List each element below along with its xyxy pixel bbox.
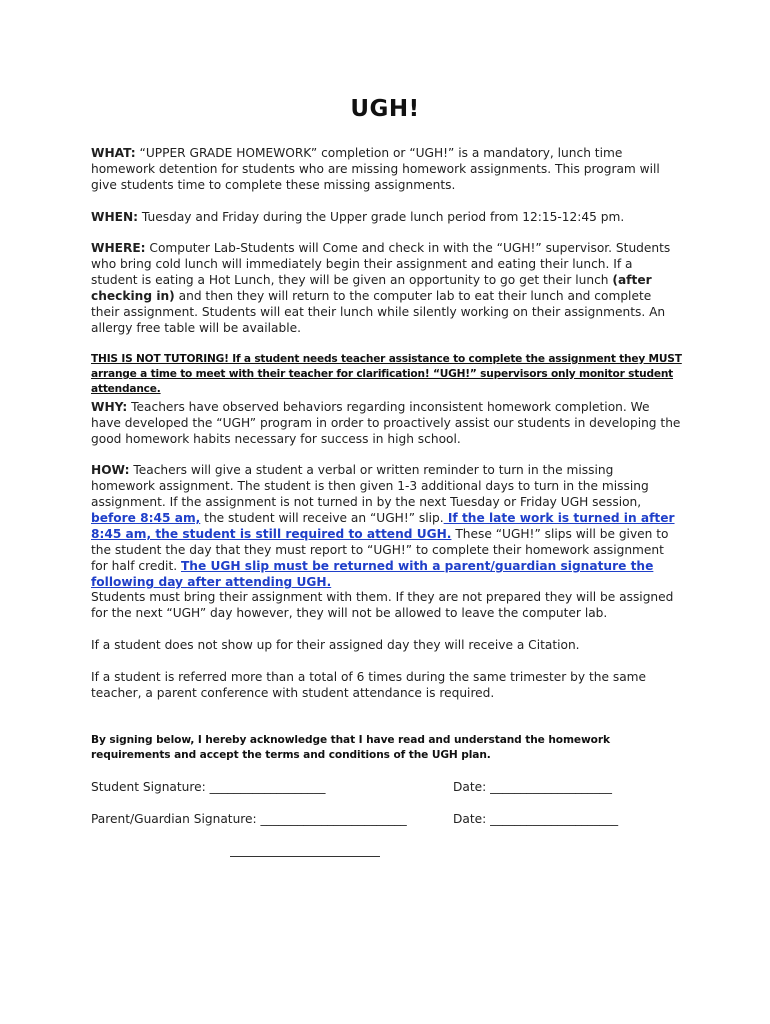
document-title: UGH! [350, 96, 420, 122]
how-paragraph [91, 462, 681, 590]
parent-signature-field[interactable]: Parent/Guardian Signature: ________________________ [91, 812, 407, 826]
where-paragraph [91, 240, 681, 336]
what-label: WHAT: [91, 146, 136, 160]
when-paragraph [91, 209, 681, 225]
student-signature-field[interactable]: Student Signature: ___________________ [91, 780, 326, 794]
acknowledgement-text: By signing below, I hereby acknowledge that I have read and understand the homework requirements and accept the terms and conditions of the UGH plan. [91, 734, 610, 761]
not-tutoring-notice: THIS IS NOT TUTORING! If a student needs teacher assistance to complete the assignment they MUST arrange a time to meet with their teacher for clarification! “UGH!” supervisors only monitor student attendance. [91, 353, 682, 395]
when-label: WHEN: [91, 210, 139, 224]
how-text-b: the student will receive an “UGH!” slip. [200, 511, 444, 525]
student-date-field[interactable]: Date: ____________________ [453, 780, 612, 794]
how-text-c: These “UGH!” slips will be given to the student the day that they must report to “UGH!” to complete their homework assignment for half credit. [91, 527, 669, 573]
why-paragraph [91, 399, 681, 447]
referral-paragraph: If a student is referred more than a total of 6 times during the same trimester by the same teacher, a parent conference with student attendance is required. [91, 670, 647, 700]
how-link-ugh-slip[interactable]: The UGH slip must be returned with a parent/guardian signature the following day after attending UGH. [91, 559, 654, 589]
where-text-b: and then they will return to the computer lab to eat their lunch and complete their assignment. Students will eat their lunch while silently working on their assignments. An allergy free table will be available. [91, 289, 666, 335]
where-label: WHERE: [91, 241, 146, 255]
how-label: HOW: [91, 463, 130, 477]
bring-assignment-paragraph: Students must bring their assignment with them. If they are not prepared they will be assigned for the next “UGH” day however, they will not be allowed to leave the computer lab. [91, 590, 674, 620]
where-bold-text: (after checking in) [91, 273, 652, 303]
extra-signature-line[interactable] [230, 842, 380, 857]
when-text: Tuesday and Friday during the Upper grade lunch period from 12:15-12:45 pm. [138, 210, 625, 224]
where-text-a: Computer Lab-Students will Come and check in with the “UGH!” supervisor. Students who bring cold lunch will immediately begin their assignment and eating their lunch. If a student is eating a Hot Lunch, they will be given an opportunity to go get their lunch [91, 241, 671, 287]
how-text-a: Teachers will give a student a verbal or written reminder to turn in the missing homework assignment. The student is then given 1-3 additional days to turn in the missing assignment. If the assignment is not turned in by the next Tuesday or Friday UGH session, [91, 463, 649, 509]
why-text: Teachers have observed behaviors regarding inconsistent homework completion. We have developed the “UGH” program in order to proactively assist our students in developing the good homework habits necessary for success in high school. [91, 400, 681, 446]
citation-paragraph: If a student does not show up for their assigned day they will receive a Citation. [91, 638, 580, 652]
why-label: WHY: [91, 400, 128, 414]
how-link-late-work[interactable]: If the late work is turned in after 8:45 am, the student is still required to attend UGH. [91, 511, 675, 541]
parent-date-field[interactable]: Date: _____________________ [453, 812, 619, 826]
how-link-before-845[interactable]: before 8:45 am, [91, 511, 201, 525]
what-paragraph [91, 145, 681, 193]
what-text: “UPPER GRADE HOMEWORK” completion or “UGH!” is a mandatory, lunch time homework detention for students who are missing homework assignments. This program will give students time to complete these missing assignments. [91, 146, 660, 192]
